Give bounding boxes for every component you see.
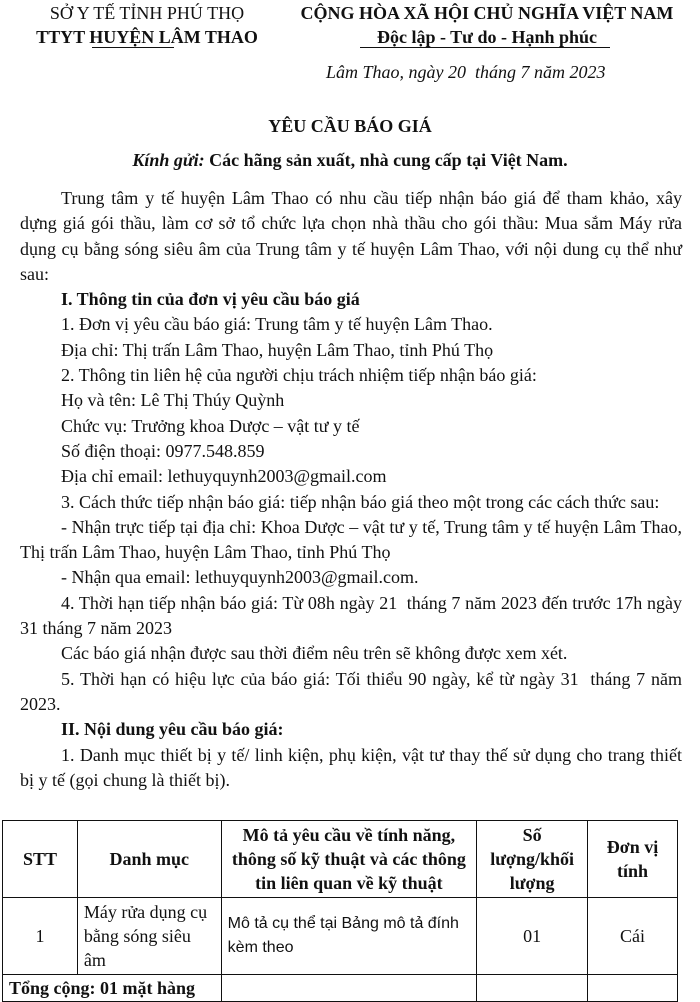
document-date: Lâm Thao, ngày 20 tháng 7 năm 2023 [326,62,606,82]
col-header-category: Danh mục [77,821,221,898]
motto-underline [360,47,610,48]
requesting-unit: 1. Đơn vị yêu cầu báo giá: Trung tâm y tế huyện Lâm Thao. [61,314,493,335]
total-cell: Tổng cộng: 01 mặt hàng [3,975,222,1002]
country-name: CỘNG HÒA XÃ HỘI CHỦ NGHĨA VIỆT NAM [300,3,674,23]
contact-heading: 2. Thông tin liên hệ của người chịu trách nhiệm tiếp nhận báo giá: [61,365,537,386]
col-header-stt: STT [3,821,78,898]
cell-category: Máy rửa dụng cụ bằng sóng siêu âm [77,898,221,975]
contact-name: Họ và tên: Lê Thị Thúy Quỳnh [61,390,285,411]
cell-unit: Cái [588,898,678,975]
late-submission-note: Các báo giá nhận được sau thời điểm nêu trên sẽ không được xem xét. [61,643,568,664]
total-empty-3 [588,975,678,1002]
motto: Độc lập - Tư do - Hạnh phúc [376,27,598,47]
col-header-unit: Đơn vị tính [588,821,678,898]
agency-underline [92,47,174,48]
submission-email: - Nhận qua email: lethuyquynh2003@gmail.com. [61,567,419,588]
submission-direct: - Nhận trực tiếp tại địa chỉ: Khoa Dược – vật tư y tế, Trung tâm y tế huyện Lâm Thao, Thị trấn Lâm Thao, huyện Lâm Thao, tỉnh Phú Thọ [20,516,682,563]
col-header-description: Mô tả yêu cầu về tính năng, thông số kỹ thuật và các thông tin liên quan về kỹ thuật [221,821,476,898]
national-motto [282,2,692,49]
equipment-list-intro: 1. Danh mục thiết bị y tế/ linh kiện, phụ kiện, vật tư thay thế sử dụng cho trang thiết bị y tế (gọi chung là thiết bị). [20,744,682,790]
document-title: YÊU CẦU BÁO GIÁ [268,116,432,136]
section-2-heading: II. Nội dung yêu cầu báo giá: [61,719,284,740]
table-total-row [3,975,678,1002]
quote-validity: 5. Thời hạn có hiệu lực của báo giá: Tối thiểu 90 ngày, kể từ ngày 31 tháng 7 năm 2023. [20,668,687,714]
col-header-quantity: Số lượng/khối lượng [477,821,588,898]
recipient-label: Kính gửi: [132,150,205,170]
cell-quantity: 01 [477,898,588,975]
contact-phone: Số điện thoại: 0977.548.859 [61,440,265,461]
unit-address: Địa chỉ: Thị trấn Lâm Thao, huyện Lâm Thao, tỉnh Phú Thọ [61,339,494,360]
total-empty-1 [221,975,476,1002]
issuing-agency: TTYT HUYỆN LÂM THAO [36,27,258,47]
cell-stt: 1 [3,898,78,975]
total-empty-2 [477,975,588,1002]
agency-header [22,2,272,49]
intro-paragraph: Trung tâm y tế huyện Lâm Thao có nhu cầu tiếp nhận báo giá để tham khảo, xây dựng giá gói thầu, làm cơ sở tổ chức lựa chọn nhà thầu cho gói thầu: Mua sắm Máy rửa dụng cụ bằng sóng siêu âm của Trung tâm y tế huyện Lâm Thao, với nội dung cụ thể như sau: [20,188,682,284]
recipient-text: Các hãng sản xuất, nhà cung cấp tại Việt Nam. [204,150,568,170]
document-body [20,186,687,793]
section-1-heading: I. Thông tin của đơn vị yêu cầu báo giá [61,289,360,310]
cell-description: Mô tả cụ thể tại Bảng mô tả đính kèm theo [221,898,476,975]
parent-agency: SỞ Y TẾ TỈNH PHÚ THỌ [49,3,245,23]
contact-position: Chức vụ: Trưởng khoa Dược – vật tư y tế [61,415,360,436]
contact-email: Địa chỉ email: lethuyquynh2003@gmail.com [61,466,387,487]
submission-method: 3. Cách thức tiếp nhận báo giá: tiếp nhận báo giá theo một trong các cách thức sau: [61,491,660,512]
equipment-table [2,820,678,1002]
table-row [3,898,678,975]
table-header-row [3,821,678,898]
submission-deadline: 4. Thời hạn tiếp nhận báo giá: Từ 08h ngày 21 tháng 7 năm 2023 đến trước 17h ngày 31 tháng 7 năm 2023 [20,592,687,639]
recipient-line [0,150,700,171]
